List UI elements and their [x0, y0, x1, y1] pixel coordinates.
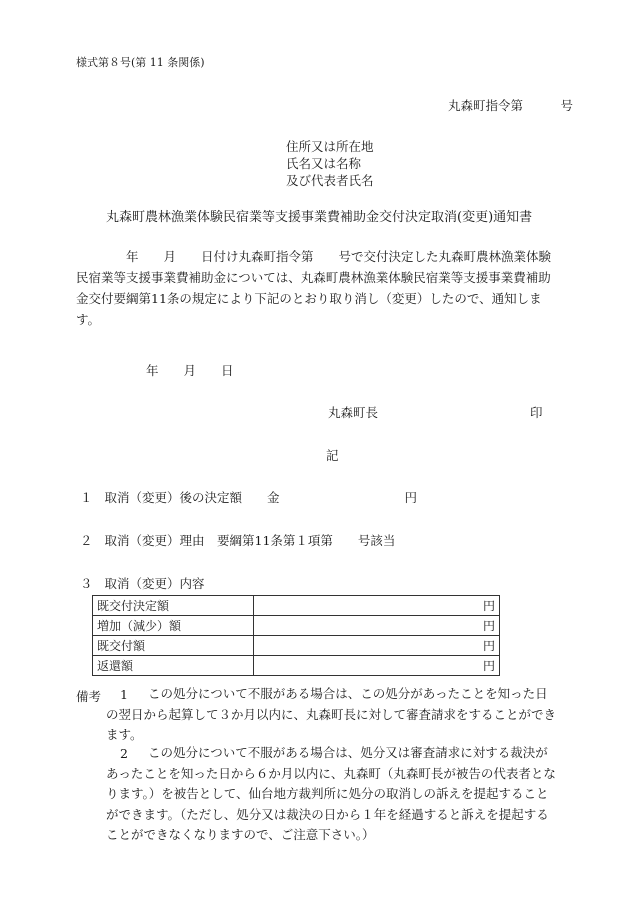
table-row: [93, 616, 500, 636]
remarks-label: 備考: [76, 689, 102, 704]
details-table: [92, 595, 500, 676]
item-2: [80, 531, 395, 549]
table-row: [93, 596, 500, 616]
note-1: この処分について不服がある場合は、この処分があったことを知った日の翌日から起算して３か月以内に、丸森町長に対して審査請求をすることができます。: [106, 686, 557, 742]
row-value: 円: [254, 656, 500, 676]
issue-date: 年 月 日: [146, 363, 234, 378]
issuer-name: 丸森町長: [328, 405, 379, 420]
row-value: 円: [254, 616, 500, 636]
item-number: ３: [80, 576, 93, 591]
form-id: 様式第８号(第 11 条関係): [76, 56, 205, 69]
row-label: 増加（減少）額: [93, 616, 254, 636]
note-number: 2: [120, 746, 128, 761]
item-1: [80, 488, 417, 506]
row-label: 既交付額: [93, 636, 254, 656]
item-text: 取消（変更）理由 要綱第11条第１項第 号該当: [104, 533, 396, 548]
document-number: 丸森町指令第 号: [448, 98, 574, 113]
seal-mark: 印: [530, 405, 543, 420]
addressee-address-label: 住所又は所在地: [286, 139, 374, 154]
table-row: [93, 636, 500, 656]
table-row: [93, 656, 500, 676]
row-label: 既交付決定額: [93, 596, 254, 616]
body-paragraph: 年 月 日付け丸森町指令第 号で交付決定した丸森町農林漁業体験民宿業等支援事業費補助金については、丸森町農林漁業体験民宿業等支援事業費補助金交付要綱第11条の規定により下記のとおり取り消し（変更）したので、通知します。: [76, 249, 552, 327]
row-value: 円: [254, 636, 500, 656]
note-number: 1: [120, 687, 128, 702]
row-label: 返還額: [93, 656, 254, 676]
item-number: ２: [80, 533, 93, 548]
item-number: １: [80, 490, 93, 505]
item-text: 取消（変更）内容: [104, 576, 205, 591]
ki-heading: 記: [326, 448, 339, 463]
row-value: 円: [254, 596, 500, 616]
item-3: [80, 574, 205, 592]
note-2: この処分について不服がある場合は、処分又は審査請求に対する裁決があったことを知った日から６か月以内に、丸森町（丸森町長が被告の代表者となります。）を被告として、仙台地方裁判所に処分の取消しの訴えを提起することができます。（ただし、処分又は裁決の日から１年を経過すると訴えを提起することができなくなりますので、ご注意下さい。）: [106, 745, 556, 842]
addressee-representative-label: 及び代表者氏名: [286, 173, 374, 188]
item-text: 取消（変更）後の決定額 金 円: [104, 490, 418, 505]
document-title: 丸森町農林漁業体験民宿業等支援事業費補助金交付決定取消(変更)通知書: [106, 210, 533, 225]
addressee-name-label: 氏名又は名称: [286, 156, 362, 171]
